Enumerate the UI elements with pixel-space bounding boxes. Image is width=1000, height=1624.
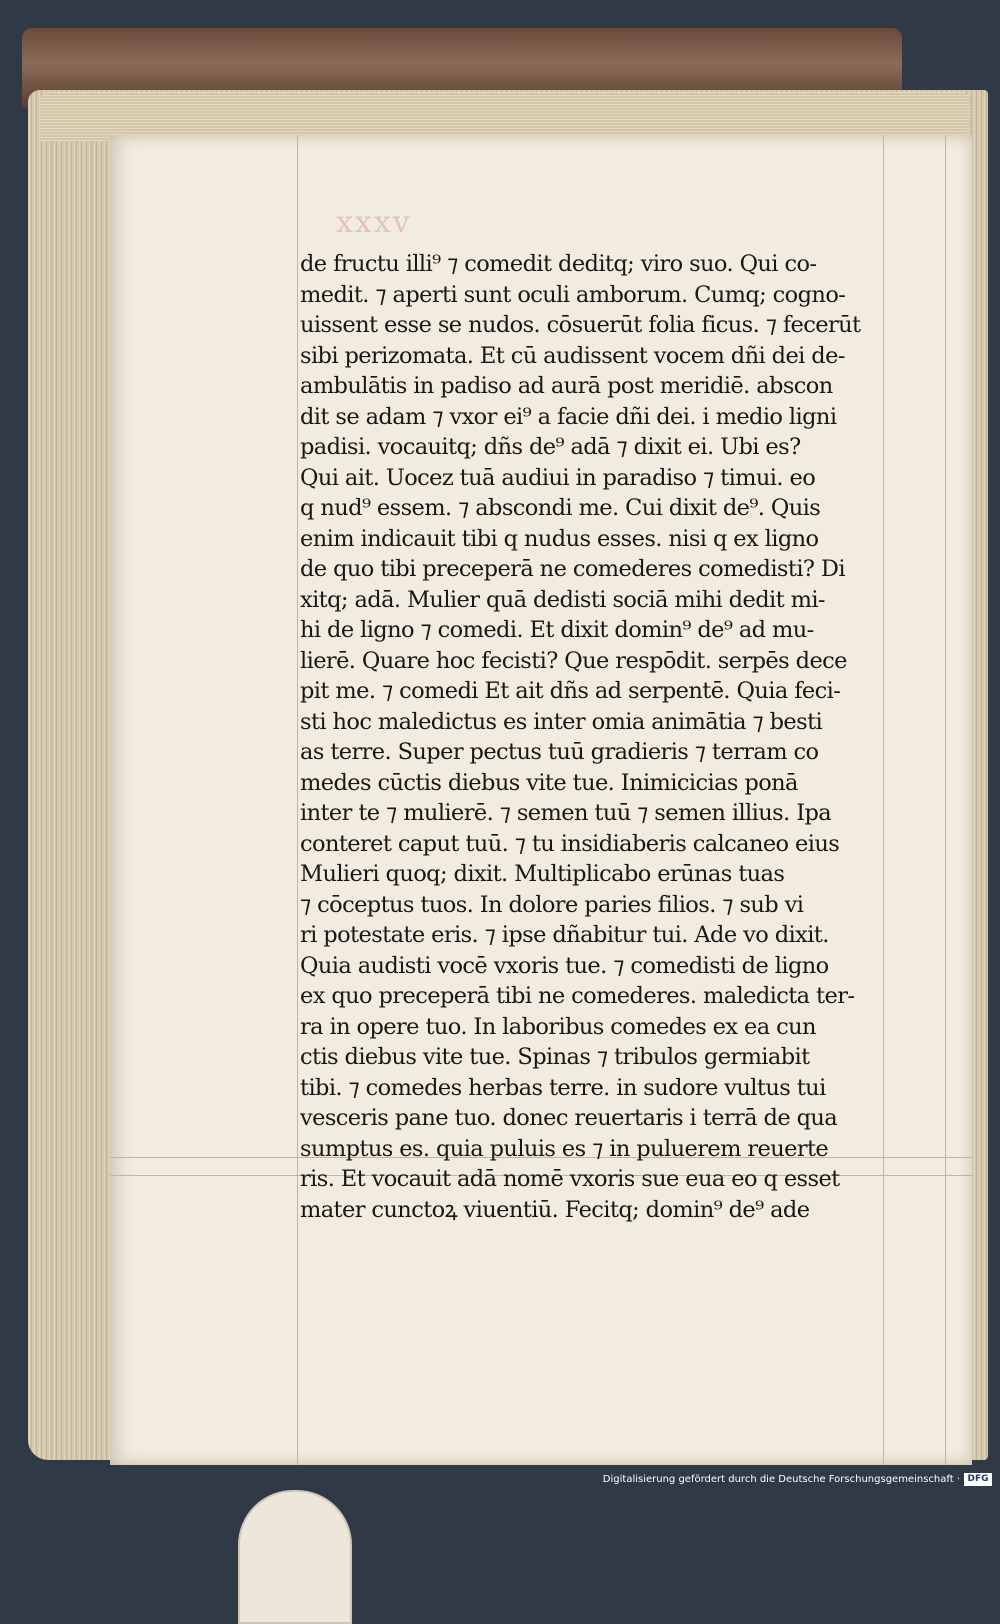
text-line: medes cūctis diebus vite tue. Inimicicias ponā — [300, 769, 798, 796]
book-page — [110, 135, 972, 1465]
text-line: mater cunctoꝝ viuentiū. Fecitq; domin⁹ de⁹ ade — [300, 1196, 810, 1223]
text-line: xitq; adā. Mulier quā dedisti sociā mihi dedit mi- — [300, 586, 825, 613]
text-line: Qui ait. Uocez tuā audiui in paradiso ⁊ timui. eo — [300, 464, 816, 491]
text-line: as terre. Super pectus tuū gradieris ⁊ terram co — [300, 739, 819, 765]
text-line: ctis diebus vite tue. Spinas ⁊ tribulos germiabit — [300, 1044, 810, 1070]
text-line: uissent esse se nudos. cōsuerūt folia ficus. ⁊ fecerūt — [300, 312, 861, 338]
text-line: sti hoc maledictus es inter omia animātia ⁊ besti — [300, 708, 823, 735]
text-line: ris. Et vocauit adā nomē vxoris sue eua eo q esset — [300, 1166, 840, 1192]
text-line: conteret caput tuū. ⁊ tu insidiaberis calcaneo eius — [300, 830, 840, 857]
text-block — [300, 249, 882, 1225]
text-line: q nud⁹ essem. ⁊ abscondi me. Cui dixit de⁹. Quis — [300, 495, 821, 521]
text-line: tibi. ⁊ comedes herbas terre. in sudore vultus tui — [300, 1074, 826, 1101]
digitization-credit: Digitalisierung gefördert durch die Deutsche Forschungsgemeinschaft · — [602, 1474, 960, 1485]
margin-rule-outer — [945, 135, 946, 1465]
text-line: medit. ⁊ aperti sunt oculi amborum. Cumq; cogno- — [300, 281, 846, 308]
dfg-logo: DFG — [964, 1473, 992, 1486]
margin-rule-right — [883, 135, 884, 1465]
text-line: enim indicauit tibi q nudus esses. nisi q ex ligno — [300, 525, 819, 552]
text-line: sibi perizomata. Et cū audissent vocem dñi dei de- — [300, 342, 845, 369]
text-line: de fructu illi⁹ ⁊ comedit deditq; viro suo. Qui co- — [300, 251, 817, 277]
text-line: inter te ⁊ mulierē. ⁊ semen tuū ⁊ semen illius. Ipa — [300, 800, 832, 826]
text-line: ambulātis in padiso ad aurā post meridiē. abscon — [300, 373, 833, 399]
text-line: Mulieri quoq; dixit. Multiplicabo erūnas tuas — [300, 861, 785, 887]
text-line: ex quo preceperā tibi ne comederes. maledicta ter- — [300, 983, 855, 1009]
text-line: vesceris pane tuo. donec reuertaris i terrā de qua — [300, 1105, 838, 1131]
text-line: padisi. vocauitq; dñs de⁹ adā ⁊ dixit ei. Ubi es? — [300, 434, 801, 460]
page-tab-cutout — [238, 1490, 352, 1624]
text-line: pit me. ⁊ comedi Et ait dñs ad serpentē. Quia feci- — [300, 678, 841, 704]
text-line: ⁊ cōceptus tuos. In dolore paries filios. ⁊ sub vi — [300, 891, 804, 918]
margin-rule-left — [297, 135, 298, 1465]
text-line: de quo tibi preceperā ne comederes comedisti? Di — [300, 556, 845, 582]
text-line: Quia audisti vocē vxoris tue. ⁊ comedisti de ligno — [300, 952, 829, 979]
text-line: dit se adam ⁊ vxor ei⁹ a facie dñi dei. i medio ligni — [300, 403, 837, 430]
text-line: lierē. Quare hoc fecisti? Que respōdit. serpēs dece — [300, 647, 847, 674]
text-line: ri potestate eris. ⁊ ipse dñabitur tui. Ade vo dixit. — [300, 922, 829, 948]
folio-number: xxxv — [336, 205, 412, 240]
text-line: ra in opere tuo. In laboribus comedes ex ea cun — [300, 1013, 816, 1040]
text-line: hi de ligno ⁊ comedi. Et dixit domin⁹ de⁹ ad mu- — [300, 617, 814, 643]
text-line: sumptus es. quia puluis es ⁊ in puluerem reuerte — [300, 1135, 829, 1162]
